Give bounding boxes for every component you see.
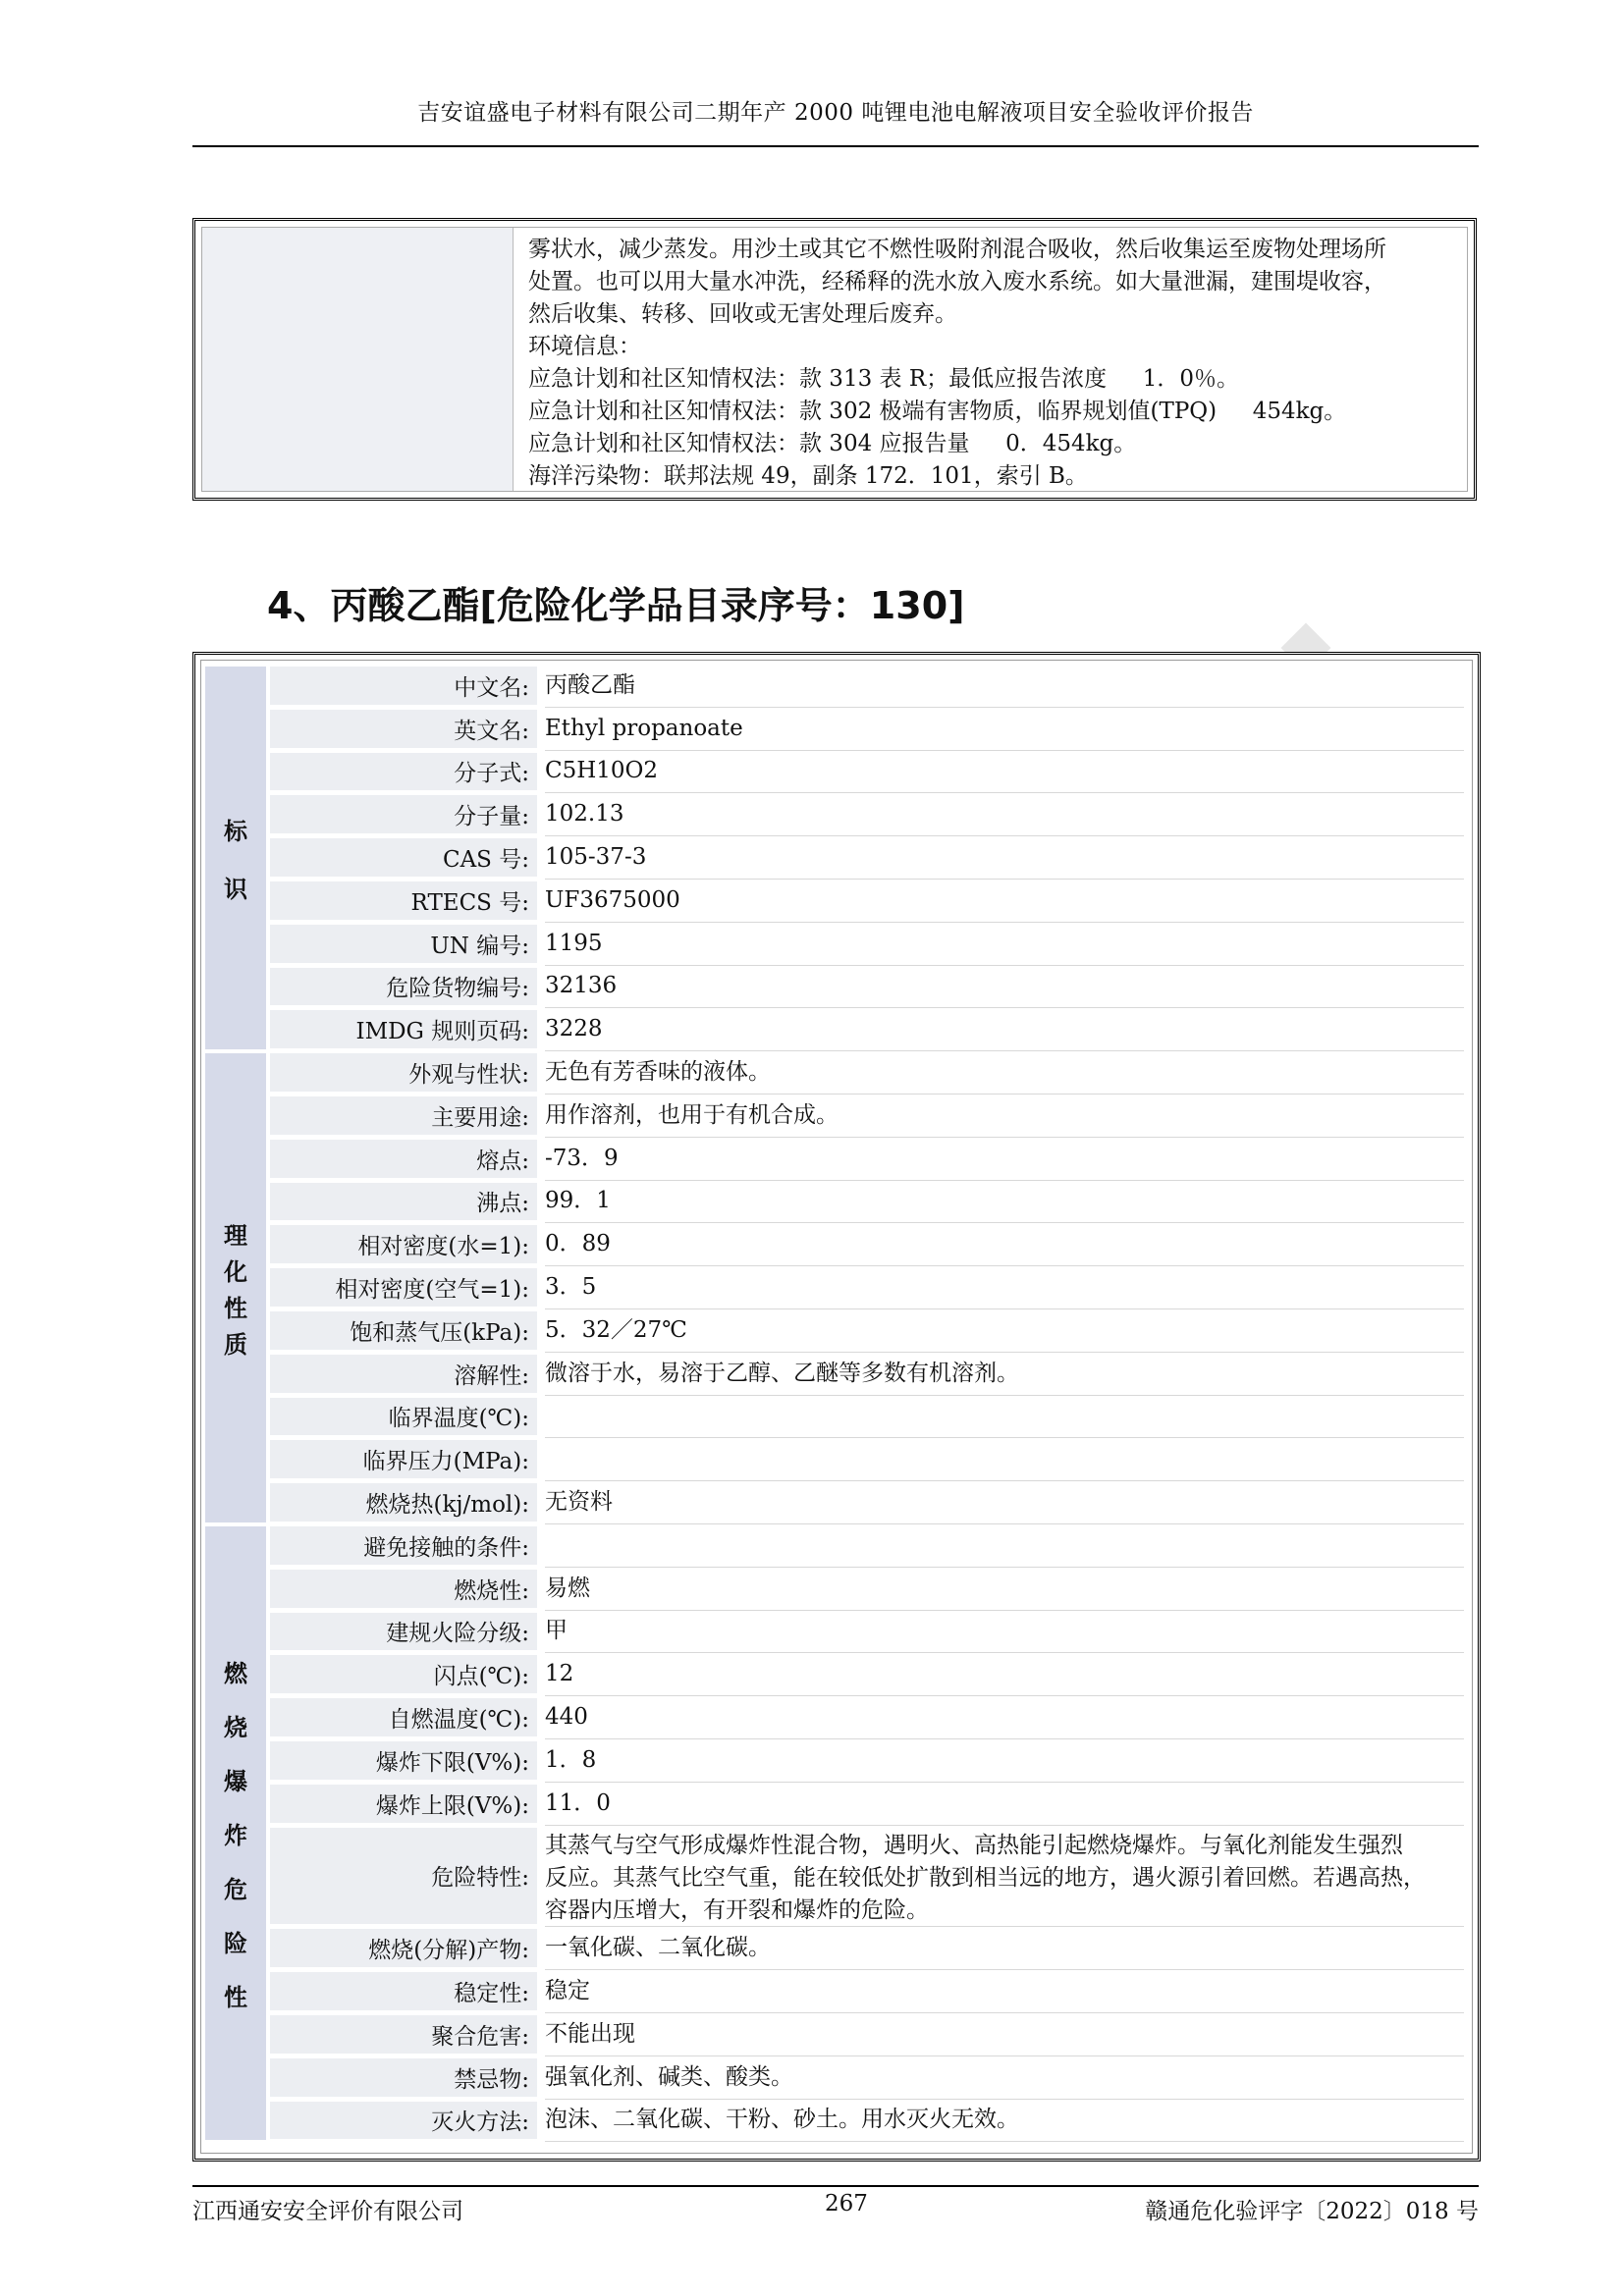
row-value [545, 1266, 1464, 1309]
row-label: 爆炸下限(V%): [270, 1741, 537, 1781]
category-char: 标 [224, 818, 247, 846]
table-row [270, 1181, 1472, 1224]
category-char: 化 [224, 1258, 247, 1287]
text-line: 应急计划和社区知情权法：款 313 表 R；最低应报告浓度 1．0％。 [528, 366, 1239, 392]
row-label: 外观与性状: [270, 1053, 537, 1093]
value-line: 强氧化剂、碱类、酸类。 [545, 2063, 793, 2090]
row-value [545, 1524, 1464, 1568]
value-line: 甲 [545, 1618, 568, 1644]
text-line: 应急计划和社区知情权法：款 302 极端有害物质，临界规划值(TPQ) 454kg。 [528, 399, 1347, 424]
value-line: 99．1 [545, 1188, 611, 1214]
table-row [270, 880, 1472, 923]
row-label: 危险特性: [270, 1828, 537, 1926]
category-char: 危 [224, 1876, 247, 1904]
row-value [545, 1008, 1464, 1051]
row-label: RTECS 号: [270, 881, 537, 921]
value-line: 微溶于水，易溶于乙醇、乙醚等多数有机溶剂。 [545, 1360, 1019, 1386]
value-line: 3．5 [545, 1274, 597, 1301]
row-value [545, 1826, 1464, 1928]
category-char: 性 [224, 1984, 247, 2012]
row-label: 爆炸上限(V%): [270, 1785, 537, 1824]
value-line: C5H10O2 [545, 758, 659, 784]
table-row [270, 2013, 1472, 2056]
row-value [545, 836, 1464, 880]
table-row [270, 923, 1472, 966]
row-value [545, 1970, 1464, 2013]
text-line: 处置。也可以用大量水冲洗，经稀释的洗水放入废水系统。如大量泄漏，建围堤收容， [528, 269, 1386, 294]
category-char: 爆 [224, 1768, 247, 1796]
row-label: 建规火险分级: [270, 1613, 537, 1652]
value-line: 容器内压增大，有开裂和爆炸的危险。 [545, 1896, 929, 1923]
row-label: 相对密度(水=1): [270, 1225, 537, 1264]
value-line: 反应。其蒸气比空气重，能在较低处扩散到相当远的地方，遇火源引着回燃。若遇高热， [545, 1864, 1426, 1891]
table-row [270, 1970, 1472, 2013]
table-row [270, 1524, 1472, 1568]
footer-company: 江西通安安全评价有限公司 [192, 2199, 463, 2224]
value-line: 泡沫、二氧化碳、干粉、砂土。用水灭火无效。 [545, 2107, 1019, 2133]
table-row [270, 836, 1472, 880]
value-line: 5．32／27℃ [545, 1316, 687, 1343]
row-label: 熔点: [270, 1140, 537, 1179]
value-line: 12 [545, 1661, 574, 1687]
table-row [270, 1223, 1472, 1266]
category-char: 烧 [224, 1714, 247, 1742]
table-row [270, 751, 1472, 794]
table-row [270, 1783, 1472, 1826]
row-label: CAS 号: [270, 838, 537, 878]
category-char: 炸 [224, 1822, 247, 1850]
value-line: 102.13 [545, 801, 624, 828]
table-row [270, 1438, 1472, 1481]
row-label: 主要用途: [270, 1096, 537, 1136]
text-line: 然后收集、转移、回收或无害处理后废弃。 [528, 301, 957, 327]
category-char: 理 [224, 1222, 247, 1251]
category-char: 险 [224, 1930, 247, 1958]
row-value [545, 1611, 1464, 1654]
table-row [270, 1568, 1472, 1611]
table-row [270, 1309, 1472, 1353]
row-label: 分子量: [270, 795, 537, 834]
value-line: 11．0 [545, 1789, 611, 1816]
table-row [270, 1266, 1472, 1309]
row-label: 相对密度(空气=1): [270, 1268, 537, 1308]
row-value [545, 880, 1464, 923]
value-line: 一氧化碳、二氧化碳。 [545, 1935, 771, 1961]
section-heading: 4、丙酸乙酯[危险化学品目录序号：130] [267, 584, 965, 627]
table-row [270, 1611, 1472, 1654]
category-char: 性 [224, 1295, 247, 1323]
row-label: 稳定性: [270, 1972, 537, 2011]
page-header-title: 吉安谊盛电子材料有限公司二期年产 2000 吨锂电池电解液项目安全验收评价报告 [417, 100, 1254, 126]
value-line: UF3675000 [545, 886, 680, 913]
text-line: 应急计划和社区知情权法：款 304 应报告量 0．454kg。 [528, 431, 1137, 456]
table-row [270, 1696, 1472, 1739]
row-value [545, 923, 1464, 966]
row-value [545, 1568, 1464, 1611]
continuation-label-cell [202, 228, 514, 491]
value-line: 105-37-3 [545, 844, 647, 871]
table-row [270, 1138, 1472, 1181]
row-value [545, 1396, 1464, 1439]
row-label: 危险货物编号: [270, 968, 537, 1007]
table-row [270, 793, 1472, 836]
row-label: 中文名: [270, 667, 537, 706]
category-char: 燃 [224, 1660, 247, 1688]
value-line: 1．8 [545, 1746, 597, 1773]
table-row [270, 1353, 1472, 1396]
continuation-table [192, 218, 1477, 501]
row-label: 聚合危害: [270, 2015, 537, 2055]
row-label: 燃烧(分解)产物: [270, 1929, 537, 1968]
row-label: UN 编号: [270, 925, 537, 964]
value-line: Ethyl propanoate [545, 715, 743, 741]
row-label: 饱和蒸气压(kPa): [270, 1311, 537, 1351]
page-number: 267 [825, 2191, 868, 2216]
row-value [545, 2056, 1464, 2100]
row-value [545, 751, 1464, 794]
table-row [270, 1008, 1472, 1051]
table-row [270, 665, 1472, 708]
row-value [545, 1696, 1464, 1739]
table-row [270, 2056, 1472, 2100]
row-label: 避免接触的条件: [270, 1526, 537, 1566]
row-label: 溶解性: [270, 1355, 537, 1394]
footer-report-number: 赣通危化验评字〔2022〕018 号 [1145, 2199, 1479, 2224]
value-line: 其蒸气与空气形成爆炸性混合物，遇明火、高热能引起燃烧爆炸。与氧化剂能发生强烈 [545, 1832, 1403, 1858]
category-char: 质 [224, 1331, 247, 1360]
row-label: 禁忌物: [270, 2058, 537, 2098]
value-line: 稳定 [545, 1978, 590, 2004]
table-row [270, 1927, 1472, 1970]
row-value [545, 1353, 1464, 1396]
category-cell [205, 1526, 266, 2140]
table-row [270, 1826, 1472, 1928]
row-value [545, 2100, 1464, 2143]
row-value [545, 1438, 1464, 1481]
row-value [545, 1739, 1464, 1783]
row-label: 临界压力(MPa): [270, 1440, 537, 1479]
table-row [270, 1095, 1472, 1138]
table-row [270, 708, 1472, 751]
row-value [545, 1095, 1464, 1138]
row-value [545, 1223, 1464, 1266]
row-value [545, 1481, 1464, 1524]
footer-divider [192, 2185, 1479, 2187]
value-line: 1195 [545, 930, 603, 956]
table-row [270, 1396, 1472, 1439]
text-line: 海洋污染物：联邦法规 49，副条 172．101，索引 B。 [528, 463, 1088, 489]
row-label: IMDG 规则页码: [270, 1010, 537, 1049]
value-line: 不能出现 [545, 2020, 635, 2047]
row-value [545, 793, 1464, 836]
row-label: 沸点: [270, 1183, 537, 1222]
value-line: 3228 [545, 1016, 603, 1042]
row-value [545, 1181, 1464, 1224]
row-label: 临界温度(℃): [270, 1398, 537, 1437]
row-label: 闪点(℃): [270, 1655, 537, 1694]
row-value [545, 966, 1464, 1009]
row-label: 燃烧热(kj/mol): [270, 1483, 537, 1522]
value-line: -73．9 [545, 1145, 619, 1171]
table-row [270, 1739, 1472, 1783]
row-value [545, 665, 1464, 708]
value-line: 无资料 [545, 1489, 613, 1516]
value-line: 易燃 [545, 1575, 590, 1601]
value-line: 440 [545, 1704, 588, 1731]
category-char: 识 [224, 876, 247, 904]
text-line: 雾状水，减少蒸发。用沙土或其它不燃性吸附剂混合吸收，然后收集运至废物处理场所 [528, 237, 1386, 262]
row-label: 英文名: [270, 710, 537, 749]
table-row [270, 1051, 1472, 1095]
value-line: 丙酸乙酯 [545, 671, 635, 698]
row-label: 自燃温度(℃): [270, 1698, 537, 1737]
row-value [545, 1927, 1464, 1970]
value-line: 32136 [545, 973, 618, 999]
row-label: 分子式: [270, 753, 537, 792]
table-row [270, 966, 1472, 1009]
table-row [270, 2100, 1472, 2143]
chemical-property-table [192, 652, 1481, 2162]
value-line: 用作溶剂，也用于有机合成。 [545, 1101, 839, 1128]
row-value [545, 1653, 1464, 1696]
row-value [545, 708, 1464, 751]
continuation-text [528, 234, 1453, 493]
category-cell [205, 1053, 266, 1522]
row-label: 燃烧性: [270, 1570, 537, 1609]
table-row [270, 1653, 1472, 1696]
row-value [545, 1138, 1464, 1181]
header-divider [192, 145, 1479, 147]
row-value [545, 1051, 1464, 1095]
row-value [545, 2013, 1464, 2056]
category-cell [205, 667, 266, 1049]
row-label: 灭火方法: [270, 2102, 537, 2141]
table-row [270, 1481, 1472, 1524]
row-value [545, 1783, 1464, 1826]
value-line: 无色有芳香味的液体。 [545, 1059, 771, 1086]
row-value [545, 1309, 1464, 1353]
value-line: 0．89 [545, 1231, 611, 1257]
text-line: 环境信息： [528, 334, 641, 359]
